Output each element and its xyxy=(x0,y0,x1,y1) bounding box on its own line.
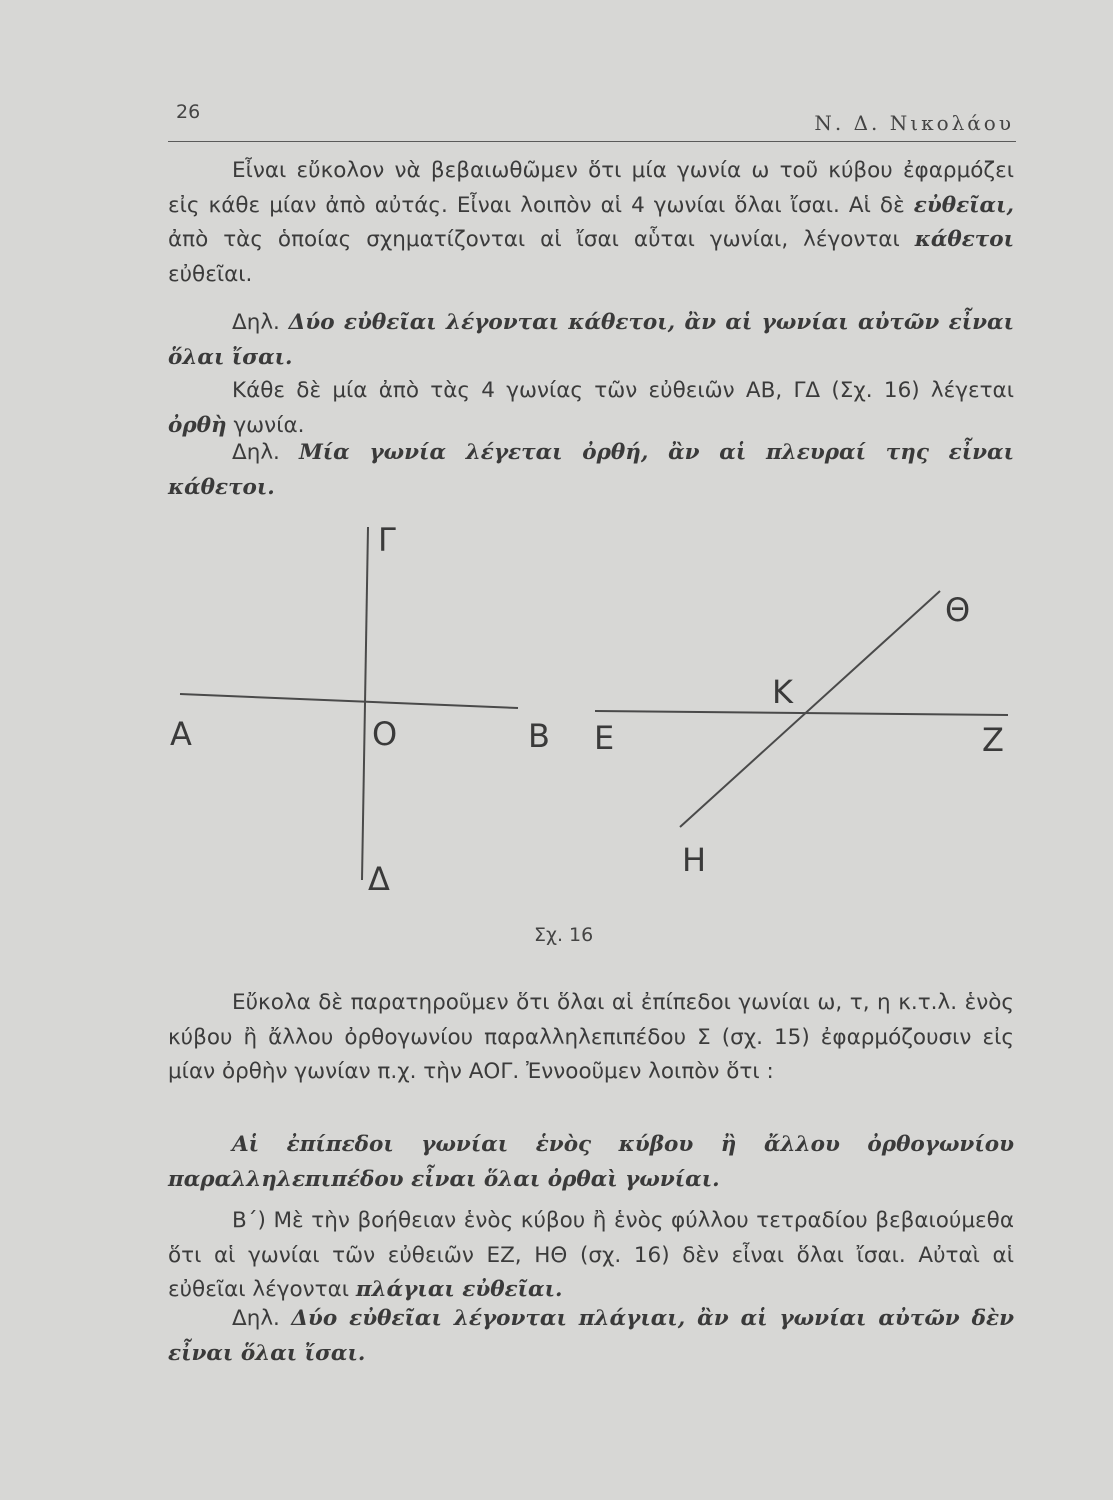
label-zeta: Ζ xyxy=(982,721,1004,759)
text-run: γωνία. xyxy=(226,412,305,438)
label-alpha: Α xyxy=(170,715,192,753)
definition-text: Δύο εὐθεῖαι λέγονται κάθετοι, ἂν αἱ γωνίαι αὐτῶν εἶναι ὅλαι ἴσαι. xyxy=(168,310,1014,370)
label-eta: Η xyxy=(682,841,707,879)
text-run: Δηλ. xyxy=(232,1306,292,1331)
paragraph-3 xyxy=(168,374,1014,443)
paragraph-4 xyxy=(168,436,1014,505)
paragraph-1 xyxy=(168,154,1014,292)
emphasis-text: κάθετοι xyxy=(914,227,1014,252)
emphasis-text: ὀρθὴ xyxy=(168,412,227,438)
definition-text: Μία γωνία λέγεται ὀρθή, ἂν αἱ πλευραί της εἶναι κάθετοι. xyxy=(168,440,1014,500)
label-gamma: Γ xyxy=(378,521,396,559)
text-run: Εἶναι εὔκολον νὰ βεβαιωθῶμεν ὅτι μία γωνία ω τοῦ κύβου ἐφαρμόζει εἰς κάθε μίαν ἀπὸ αὐτάς. Εἶναι λοιπὸν αἱ 4 γωνίαι ὅλαι ἴσαι. Αἱ δὲ xyxy=(168,158,1014,218)
theorem-text: Αἱ ἐπίπεδοι γωνίαι ἑνὸς κύβου ἢ ἄλλου ὀρθογωνίου παραλληλεπιπέδου εἶναι ὅλαι ὀρθαὶ γωνίαι. xyxy=(168,1132,1014,1192)
label-theta: Θ xyxy=(945,591,971,629)
text-run: Εὔκολα δὲ παρατηροῦμεν ὅτι ὅλαι αἱ ἐπίπεδοι γωνίαι ω, τ, η κ.τ.λ. ἑνὸς κύβου ἢ ἄλλου ὀρθογωνίου παραλληλεπιπέδου Σ (σχ. 15) ἐφαρμόζουσιν εἰς μίαν ὀρθὴν γωνίαν π.χ. τὴν ΑΟΓ. Ἐννοοῦμεν λοιπὸν ὅτι : xyxy=(168,990,1014,1084)
figure-16-drawing xyxy=(150,505,1030,955)
paragraph-6 xyxy=(168,1128,1014,1197)
paragraph-7 xyxy=(168,1204,1014,1308)
definition-text: Δύο εὐθεῖαι λέγονται πλάγιαι, ἂν αἱ γωνίαι αὐτῶν δὲν εἶναι ὅλαι ἴσαι. xyxy=(168,1306,1014,1366)
emphasis-text: εὐθεῖαι, xyxy=(913,192,1014,218)
label-beta: Β xyxy=(528,717,550,755)
page-header xyxy=(168,98,1016,144)
label-epsilon: Ε xyxy=(594,719,615,757)
line-gd xyxy=(362,527,368,880)
text-run: Β΄) Μὲ τὴν βοήθειαν ἑνὸς κύβου ἢ ἑνὸς φύλλου τετραδίου βεβαιούμεθα ὅτι αἱ γωνίαι τῶν εὐθειῶν ΕΖ, ΗΘ (σχ. 16) δὲν εἶναι ὅλαι ἴσαι. Αὐταὶ αἱ εὐθεῖαι λέγονται xyxy=(168,1208,1014,1302)
text-run: ἀπὸ τὰς ὁποίας σχηματίζονται αἱ ἴσαι αὗται γωνίαι, λέγονται xyxy=(168,227,915,252)
emphasis-text: πλάγιαι εὐθεῖαι. xyxy=(355,1277,563,1302)
label-delta: Δ xyxy=(368,860,390,898)
paragraph-8 xyxy=(168,1302,1014,1371)
header-rule xyxy=(168,141,1016,142)
figure-16 xyxy=(150,505,1030,955)
running-head: Ν. Δ. Νικολάου xyxy=(814,111,1014,135)
line-ez xyxy=(595,711,1008,715)
figure-caption: Σχ. 16 xyxy=(534,924,594,946)
paragraph-5 xyxy=(168,986,1014,1090)
paragraph-2 xyxy=(168,306,1014,375)
line-ab xyxy=(180,694,518,708)
line-ht xyxy=(680,591,940,827)
text-run: εὐθεῖαι. xyxy=(168,261,253,287)
text-run: Κάθε δὲ μία ἀπὸ τὰς 4 γωνίας τῶν εὐθειῶν ΑΒ, ΓΔ (Σχ. 16) λέγεται xyxy=(232,378,1014,403)
text-run: Δηλ. xyxy=(232,440,299,465)
text-run: Δηλ. xyxy=(232,310,289,335)
label-kappa: Κ xyxy=(772,673,793,711)
page-number: 26 xyxy=(176,101,201,123)
label-omicron: Ο xyxy=(372,715,398,753)
